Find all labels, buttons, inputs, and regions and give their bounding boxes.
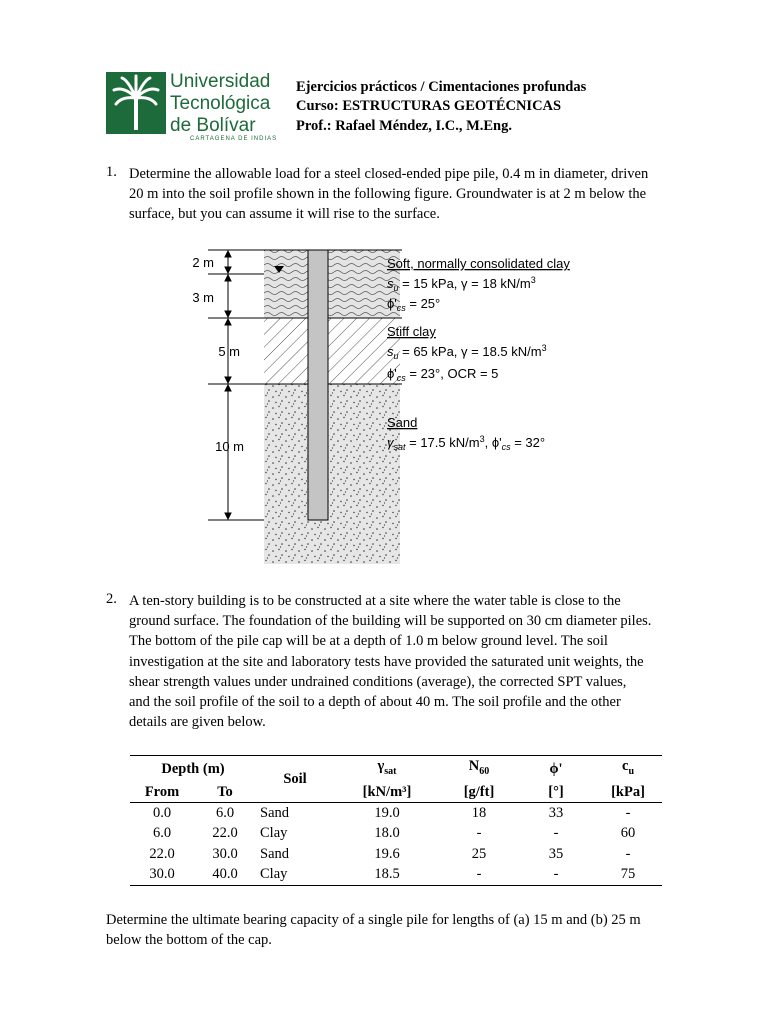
- cell-from: 22.0: [149, 845, 175, 862]
- layer3-props: $\gamma_{sat} = 17.5$ $kN/m^3$, $\phi'_{cs} = 32^\circ$: [387, 434, 546, 452]
- cell-n60: -: [476, 825, 482, 842]
- cell-gamma: 19.6: [374, 845, 400, 862]
- layer2-name: Stiff clay: [387, 324, 436, 339]
- university-logo: [106, 71, 278, 146]
- q2-number: 2.: [106, 591, 117, 607]
- cell-from: 30.0: [130, 864, 194, 885]
- logo-text-line2: Tecnológica: [170, 93, 271, 114]
- q2-text: [129, 591, 661, 732]
- q2-line: shear strength values under undrained conditions (average), the corrected SPT values,: [129, 673, 627, 690]
- cu-unit: [kPa]: [594, 782, 662, 803]
- cell-soil: Sand: [260, 804, 289, 821]
- layer1-name: Soft, normally consolidated clay: [387, 256, 570, 271]
- gamma-unit: [kN/m³]: [334, 782, 440, 803]
- q1-line: Determine the allowable load for a steel closed-ended pipe pile, 0.4 m in diameter, driven: [129, 166, 649, 182]
- q1-line: 20 m into the soil profile shown in the following figure. Groundwater is at 2 m below the: [129, 186, 647, 203]
- palm-tree-icon: [106, 72, 166, 134]
- cell-from: 6.0: [152, 825, 172, 842]
- from-header: From: [130, 782, 194, 803]
- cu-header: $c_u$: [594, 756, 662, 782]
- cell-gamma: 18.0: [374, 825, 400, 842]
- layer2-props: $s_u = 65$ kPa, γ = 18.5 $kN/m^3$: [387, 343, 547, 361]
- to-header: To: [194, 782, 256, 803]
- header-line1: Ejercicios prácticos / Cimentaciones profundas: [296, 79, 587, 95]
- cell-cu: 60: [620, 825, 636, 842]
- soil-profile-figure: [180, 240, 600, 570]
- q2-line: ground surface. The foundation of the building will be supported on 30 cm diameter piles.: [129, 613, 652, 630]
- depth-header: Depth (m): [130, 756, 256, 782]
- depth-label: 10 m: [215, 439, 244, 454]
- q1-number: 1.: [106, 164, 117, 180]
- pile-shaft: [308, 250, 328, 520]
- q2-line: The bottom of the pile cap will be at a depth of 1.0 m below ground level. The soil: [129, 633, 608, 650]
- closing-text: [106, 910, 662, 950]
- depth-label: 3 m: [192, 290, 214, 305]
- layer2-phi: $\phi'_{cs} = 23^\circ$, OCR = 5: [387, 366, 499, 383]
- cell-soil: Clay: [260, 825, 288, 842]
- cell-n60: -: [440, 864, 518, 885]
- soil-properties-table: [130, 755, 662, 886]
- header-line2: Curso: ESTRUCTURAS GEOTÉCNICAS: [296, 98, 562, 114]
- cell-to: 22.0: [212, 825, 238, 842]
- closing-line: Determine the ultimate bearing capacity of a single pile for lengths of (a) 15 m and (b) 25 m: [106, 912, 641, 928]
- layer3-name: Sand: [387, 415, 418, 430]
- n60-header: $N_{60}$: [440, 756, 518, 782]
- cell-phi: 35: [548, 845, 564, 862]
- cell-n60: 18: [471, 804, 487, 821]
- phi-unit: [°]: [518, 782, 594, 803]
- cell-phi: 33: [548, 804, 564, 821]
- cell-cu: 75: [594, 864, 662, 885]
- layer1-phi: $\phi'_{cs} = 25^\circ$: [387, 296, 441, 313]
- layer1-props: $s_u = 15$ kPa, γ = 18 $kN/m^3$: [387, 275, 536, 293]
- q1-line: surface, but you can assume it will rise to the surface.: [129, 206, 440, 223]
- table-row: [130, 802, 662, 823]
- cell-soil: Sand: [260, 845, 289, 862]
- cell-to: 6.0: [215, 804, 235, 821]
- q2-line: A ten-story building is to be constructed at a site where the water table is close to the: [129, 593, 621, 609]
- soil-header: Soil: [256, 756, 334, 803]
- closing-line: below the bottom of the cap.: [106, 932, 272, 949]
- logo-text-line3: de Bolívar: [170, 115, 256, 136]
- q2-line: investigation at the site and laboratory tests have provided the saturated unit weights, the: [129, 653, 644, 670]
- cell-cu: -: [625, 804, 631, 821]
- q1-text: [129, 164, 661, 225]
- cell-cu: -: [625, 845, 631, 862]
- logo-tagline: CARTAGENA DE INDIAS: [190, 136, 278, 142]
- table-row: [130, 823, 662, 844]
- cell-phi: -: [518, 864, 594, 885]
- cell-from: 0.0: [152, 804, 172, 821]
- cell-phi: -: [553, 825, 559, 842]
- cell-gamma: 18.5: [334, 864, 440, 885]
- q2-line: and the soil profile of the soil to a depth of about 40 m. The soil profile and the other: [129, 694, 621, 711]
- cell-n60: 25: [471, 845, 487, 862]
- cell-soil: Clay: [256, 864, 334, 885]
- header-line3: Prof.: Rafael Méndez, I.C., M.Eng.: [296, 118, 512, 134]
- logo-text-line1: Universidad: [170, 71, 271, 92]
- cell-to: 30.0: [212, 845, 238, 862]
- table-row: [130, 864, 662, 885]
- cell-to: 40.0: [194, 864, 256, 885]
- cell-gamma: 19.0: [374, 804, 400, 821]
- phi-header: ϕ': [518, 756, 594, 782]
- depth-label: 2 m: [192, 255, 214, 270]
- table-row: [130, 844, 662, 865]
- q2-line: details are given below.: [129, 714, 266, 731]
- depth-label: 5 m: [218, 344, 240, 359]
- gamma-header: $\gamma_{sat}$: [334, 756, 440, 782]
- n60-unit: [g/ft]: [440, 782, 518, 803]
